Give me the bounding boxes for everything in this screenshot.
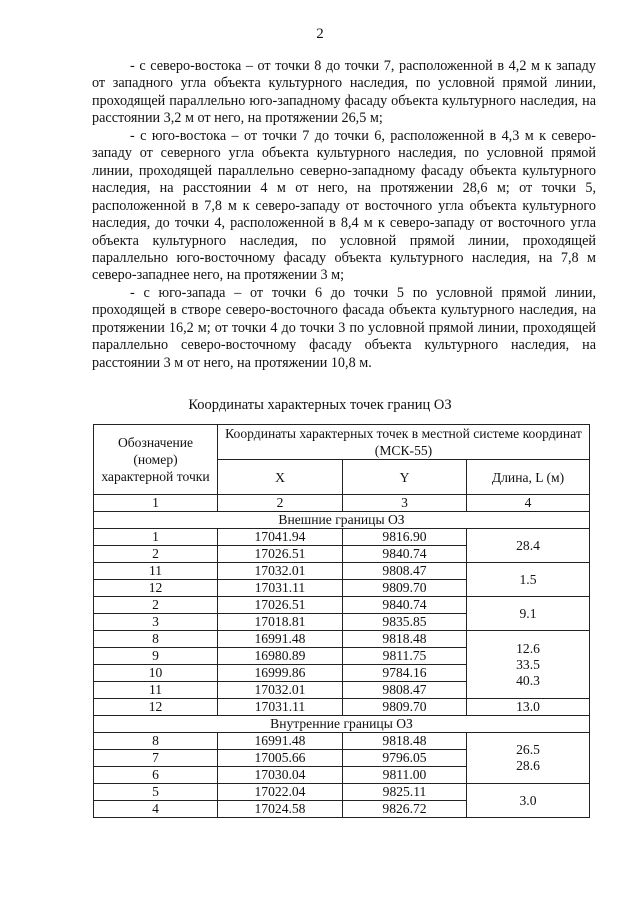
header-x: X: [218, 460, 343, 495]
length-value: 28.6: [516, 758, 540, 773]
point-number-cell: 4: [94, 801, 218, 818]
table-row: [94, 699, 590, 716]
table-row: [94, 597, 590, 614]
point-number-cell: 8: [94, 733, 218, 750]
point-number-cell: 12: [94, 699, 218, 716]
table-caption: Координаты характерных точек границ ОЗ: [188, 397, 452, 413]
y-cell: 9840.74: [343, 546, 467, 563]
x-cell: 17031.11: [218, 699, 343, 716]
x-cell: 17018.81: [218, 614, 343, 631]
x-cell: 17031.11: [218, 580, 343, 597]
point-number-cell: 7: [94, 750, 218, 767]
y-cell: 9808.47: [343, 563, 467, 580]
length-value: 1.5: [519, 571, 537, 587]
table-row: [94, 784, 590, 801]
length-value: 12.6: [516, 640, 540, 656]
paragraph-southeast: - с юго-востока – от точки 7 до точки 6, расположенной в 4,3 м к северо-западу от северного угла объекта культурного наследия, по условной прямой линии, проходящей параллельно северно-западному фасаду объекта культурного наследия, на расстоянии 4 м от него, на протяжении 28,6 м; от точки 5, расположенной в 7,8 м к северо-западу от восточного угла объекта культурного наследия, до точки 4, расположенной в 8,4 м к северо-западу от восточного угла объекта культурного наследия, по условной прямой линии, проходящей параллельно юго-восточному фасаду объекта культурного наследия, на 7,8 м северо-западнее него, на протяжении 3 м;: [92, 127, 596, 284]
x-cell: 17024.58: [218, 801, 343, 818]
paragraph-northeast: - с северо-востока – от точки 8 до точки 7, расположенной в 4,2 м к западу от западного угла объекта культурного наследия, по условной прямой линии, проходящей параллельно юго-западному фасаду объекта культурного наследия, на расстоянии 3,2 м от него, на протяжении 26,5 м;: [92, 58, 596, 127]
y-cell: 9809.70: [343, 580, 467, 597]
y-cell: 9840.74: [343, 597, 467, 614]
body-text: [92, 58, 596, 372]
x-cell: 17026.51: [218, 597, 343, 614]
point-number-cell: 11: [94, 563, 218, 580]
y-cell: 9835.85: [343, 614, 467, 631]
length-value: 3.0: [519, 792, 537, 808]
x-cell: 16991.48: [218, 631, 343, 648]
y-cell: 9816.90: [343, 529, 467, 546]
point-number-cell: 9: [94, 648, 218, 665]
point-number-cell: 3: [94, 614, 218, 631]
table-row: [94, 563, 590, 580]
point-number-cell: 11: [94, 682, 218, 699]
paragraph-southwest: - с юго-запада – от точки 6 до точки 5 по условной прямой линии, проходящей в створе северо-восточного фасада объекта культурного наследия, на протяжении 16,2 м; от точки 4 до точки 3 по условной прямой линии, проходящей параллельно северо-восточному фасаду объекта культурного наследия, на расстоянии 3 м от него, на протяжении 10,8 м.: [92, 284, 596, 371]
x-cell: 16991.48: [218, 733, 343, 750]
length-value: 9.1: [519, 605, 537, 621]
length-cell: [467, 784, 590, 818]
header-y: Y: [343, 460, 467, 495]
y-cell: 9811.75: [343, 648, 467, 665]
page-number: 2: [316, 26, 324, 42]
y-cell: 9809.70: [343, 699, 467, 716]
point-number-cell: 12: [94, 580, 218, 597]
section-title: Внутренние границы ОЗ: [94, 716, 590, 733]
header-designation: Обозначение (номер) характерной точки: [94, 425, 218, 495]
length-cell: [467, 529, 590, 563]
x-cell: 16999.86: [218, 665, 343, 682]
length-value: 28.4: [516, 537, 540, 553]
header-coords-group: Координаты характерных точек в местной системе координат (МСК-55): [218, 425, 590, 460]
x-cell: 17032.01: [218, 563, 343, 580]
section-title: Внешние границы ОЗ: [94, 512, 590, 529]
y-cell: 9818.48: [343, 631, 467, 648]
x-cell: 17041.94: [218, 529, 343, 546]
point-number-cell: 1: [94, 529, 218, 546]
x-cell: 17030.04: [218, 767, 343, 784]
length-value: 13.0: [516, 699, 540, 714]
length-cell: [467, 597, 590, 631]
y-cell: 9808.47: [343, 682, 467, 699]
x-cell: 17026.51: [218, 546, 343, 563]
y-cell: 9796.05: [343, 750, 467, 767]
y-cell: 9784.16: [343, 665, 467, 682]
point-number-cell: 8: [94, 631, 218, 648]
length-value: 40.3: [516, 672, 540, 688]
table-row: [94, 733, 590, 750]
length-cell: [467, 563, 590, 597]
point-number-cell: 2: [94, 597, 218, 614]
col-number: 3: [343, 495, 467, 512]
col-number: 2: [218, 495, 343, 512]
point-number-cell: 2: [94, 546, 218, 563]
y-cell: 9825.11: [343, 784, 467, 801]
x-cell: 16980.89: [218, 648, 343, 665]
table-body: [94, 512, 590, 818]
length-value: 26.5: [516, 742, 540, 757]
x-cell: 17022.04: [218, 784, 343, 801]
y-cell: 9818.48: [343, 733, 467, 750]
coordinates-table: [93, 424, 590, 818]
table-row: [94, 631, 590, 648]
header-length: Длина, L (м): [467, 460, 590, 495]
col-number: 4: [467, 495, 590, 512]
length-cell: [467, 699, 590, 716]
point-number-cell: 10: [94, 665, 218, 682]
length-cell: [467, 631, 590, 699]
table-row: [94, 529, 590, 546]
y-cell: 9826.72: [343, 801, 467, 818]
y-cell: 9811.00: [343, 767, 467, 784]
point-number-cell: 6: [94, 767, 218, 784]
x-cell: 17005.66: [218, 750, 343, 767]
col-number: 1: [94, 495, 218, 512]
length-cell: [467, 733, 590, 784]
x-cell: 17032.01: [218, 682, 343, 699]
length-value: 33.5: [516, 656, 540, 672]
point-number-cell: 5: [94, 784, 218, 801]
